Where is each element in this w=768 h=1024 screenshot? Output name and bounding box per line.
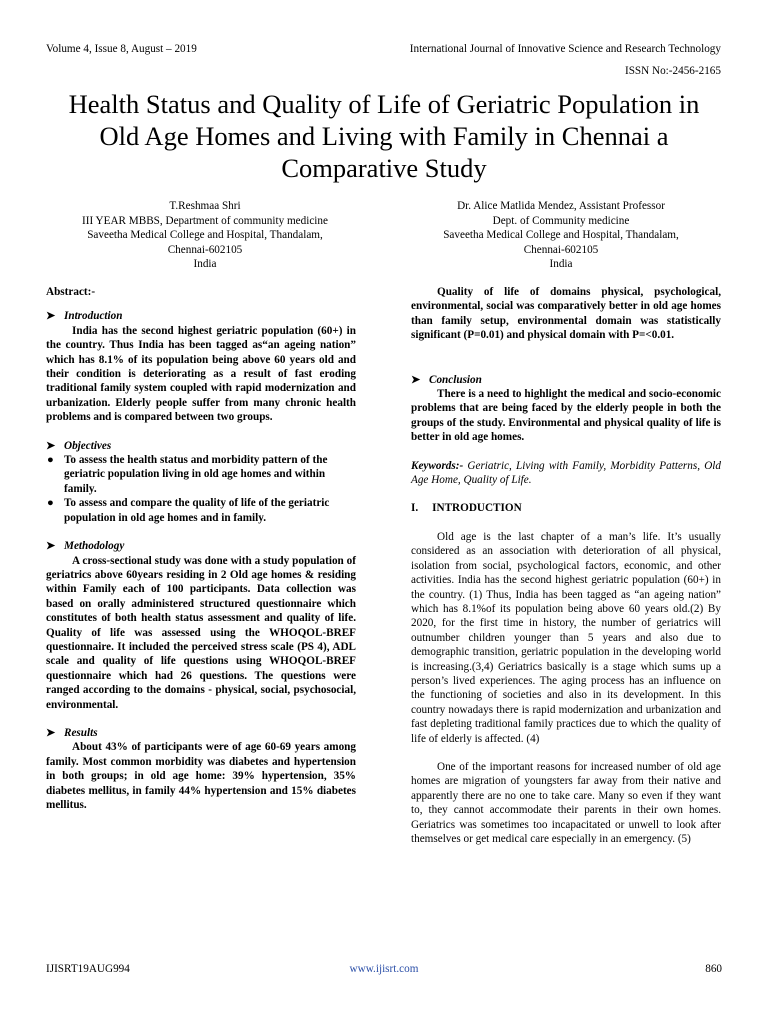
keywords — [411, 459, 721, 488]
arrow-bullet-icon: ➤ — [46, 726, 56, 739]
author-city: Chennai-602105 — [523, 243, 599, 256]
author-name: Dr. Alice Matlida Mendez, Assistant Professor — [457, 200, 665, 212]
keywords-label: Keywords:- — [411, 459, 464, 472]
author-block-2 — [402, 199, 720, 272]
abstract-label: Abstract:- — [46, 286, 96, 298]
introduction-text: India has the second highest geriatric population (60+) in the country. Thus India has been tagged as“an ageing nation” which has 8.1% of its population being above 60 years old and their condition is deteriorating as a result of fast eroding traditional family system coupled with rapid modernization and urbanization. Elderly people suffer from many chronic health problems and is compared between two groups. — [46, 324, 356, 424]
author-affiliation: Dept. of Community medicine — [492, 214, 630, 227]
journal-name: International Journal of Innovative Science and Research Technology — [409, 43, 721, 55]
bullet-icon: ● — [47, 454, 54, 467]
page-number: 860 — [705, 963, 722, 975]
results-text: About 43% of participants were of age 60-69 years among family. Most common morbidity was diabetes and hypertension in both groups; in old age home: 39% hypertension, 35% diabetes mellitus, in family 44% hypertension and 15% diabetes mellitus. — [46, 741, 356, 811]
volume-info: Volume 4, Issue 8, August – 2019 — [46, 43, 197, 55]
bullet-icon: ● — [47, 497, 54, 510]
arrow-bullet-icon: ➤ — [46, 310, 56, 323]
methodology-heading: ➤ Methodology — [46, 540, 125, 553]
author-affiliation: III YEAR MBBS, Department of community medicine — [82, 214, 328, 227]
author-country: India — [549, 258, 573, 270]
author-country: India — [193, 258, 217, 270]
results-continued-text: Quality of life of domains physical, psychological, environmental, social was comparatively better in old age homes than family setup, environmental domain was statistically significant (P=0.01) and physical domain with P=<0.01. — [411, 286, 721, 342]
section-heading-introduction: I. INTRODUCTION — [411, 502, 522, 515]
introduction-heading: ➤ Introduction — [46, 310, 123, 323]
author-name: T.Reshmaa Shri — [169, 200, 241, 212]
author-institution: Saveetha Medical College and Hospital, Thandalam, — [443, 229, 679, 241]
left-column — [46, 285, 356, 812]
objectives-heading: ➤ Objectives — [46, 439, 112, 452]
paper-title: Health Status and Quality of Life of Geriatric Population in Old Age Homes and Living with Family in Chennai a Comparative Study — [68, 89, 700, 183]
author-block-1 — [46, 199, 364, 272]
list-item: ● To assess the health status and morbidity pattern of the geriatric population living in old age homes and within family. — [47, 454, 328, 495]
introduction-paragraph-2: One of the important reasons for increased number of old age homes are migration of youngsters far away from their native and apparently there are no one to take care. Many so even if they want to, they cannot accommodate their parents in their own homes. Geriatrics was sometimes too incapacitated or unwell to look after themselves or get medical care especially in an emergency. (5) — [411, 760, 721, 845]
arrow-bullet-icon: ➤ — [411, 373, 421, 386]
introduction-paragraph-1: Old age is the last chapter of a man’s life. It’s usually considered as an association with deterioration of all physical, isolation from social, psychological factors, economic, and other activities. India has the second highest geriatric population (60+) in the country. (1) Thus, India has been tagged as “an ageing nation” which has 8.1%of its population being above 60 years old.(2) By 2020, for the first time in history, the number of geriatrics will outnumber children younger than 5 years and also due to demographic transition, geriatric population in the developing world is increasing.(3,4) Geriatrics basically is a stage which sums up a person’s lived experiences. The aging process has an influence on the functioning of societies and also in its development. In this country nowadays there is rapid modernization and urbanization and fast depleting traditional family practices due to which the quality of life of elderly is affected. (4) — [411, 530, 721, 745]
issn: ISSN No:-2456-2165 — [624, 65, 721, 77]
arrow-bullet-icon: ➤ — [46, 439, 56, 452]
conclusion-heading: ➤ Conclusion — [411, 373, 482, 386]
methodology-text: A cross-sectional study was done with a study population of geriatrics above 60years residing in 2 Old age homes & residing within Family each of 100 participants. Data collection was based on orally administered structured questionnaire which constitutes of both health status assessment and quality of life. Quality of life was assessed using the WHOQOL-BREF questionnaire. It included the perceived stress scale (PS 4), ADL scale and quality of life questions using WHOQOL-BREF questionnaire which had 26 questions. The questions were ranged according to the domains - physical, social, psychosocial, environmental. — [46, 554, 356, 711]
results-heading: ➤ Results — [46, 726, 98, 739]
conclusion-text: There is a need to highlight the medical and socio-economic problems that are being faced by the elderly people in both the groups of the study. Environmental and physical quality of life is better in old age homes. — [411, 388, 721, 444]
paper-code: IJISRT19AUG994 — [46, 963, 130, 975]
list-item: ● To assess and compare the quality of life of the geriatric population in old age homes and in family. — [47, 497, 330, 524]
website-link[interactable]: www.ijisrt.com — [349, 963, 419, 975]
keywords-text: Geriatric, Living with Family, Morbidity Patterns, Old Age Home, Quality of Life. — [411, 459, 721, 487]
arrow-bullet-icon: ➤ — [46, 540, 56, 553]
author-city: Chennai-602105 — [167, 243, 243, 256]
author-institution: Saveetha Medical College and Hospital, Thandalam, — [87, 229, 323, 241]
right-column — [411, 285, 721, 846]
objectives-list — [46, 453, 356, 525]
